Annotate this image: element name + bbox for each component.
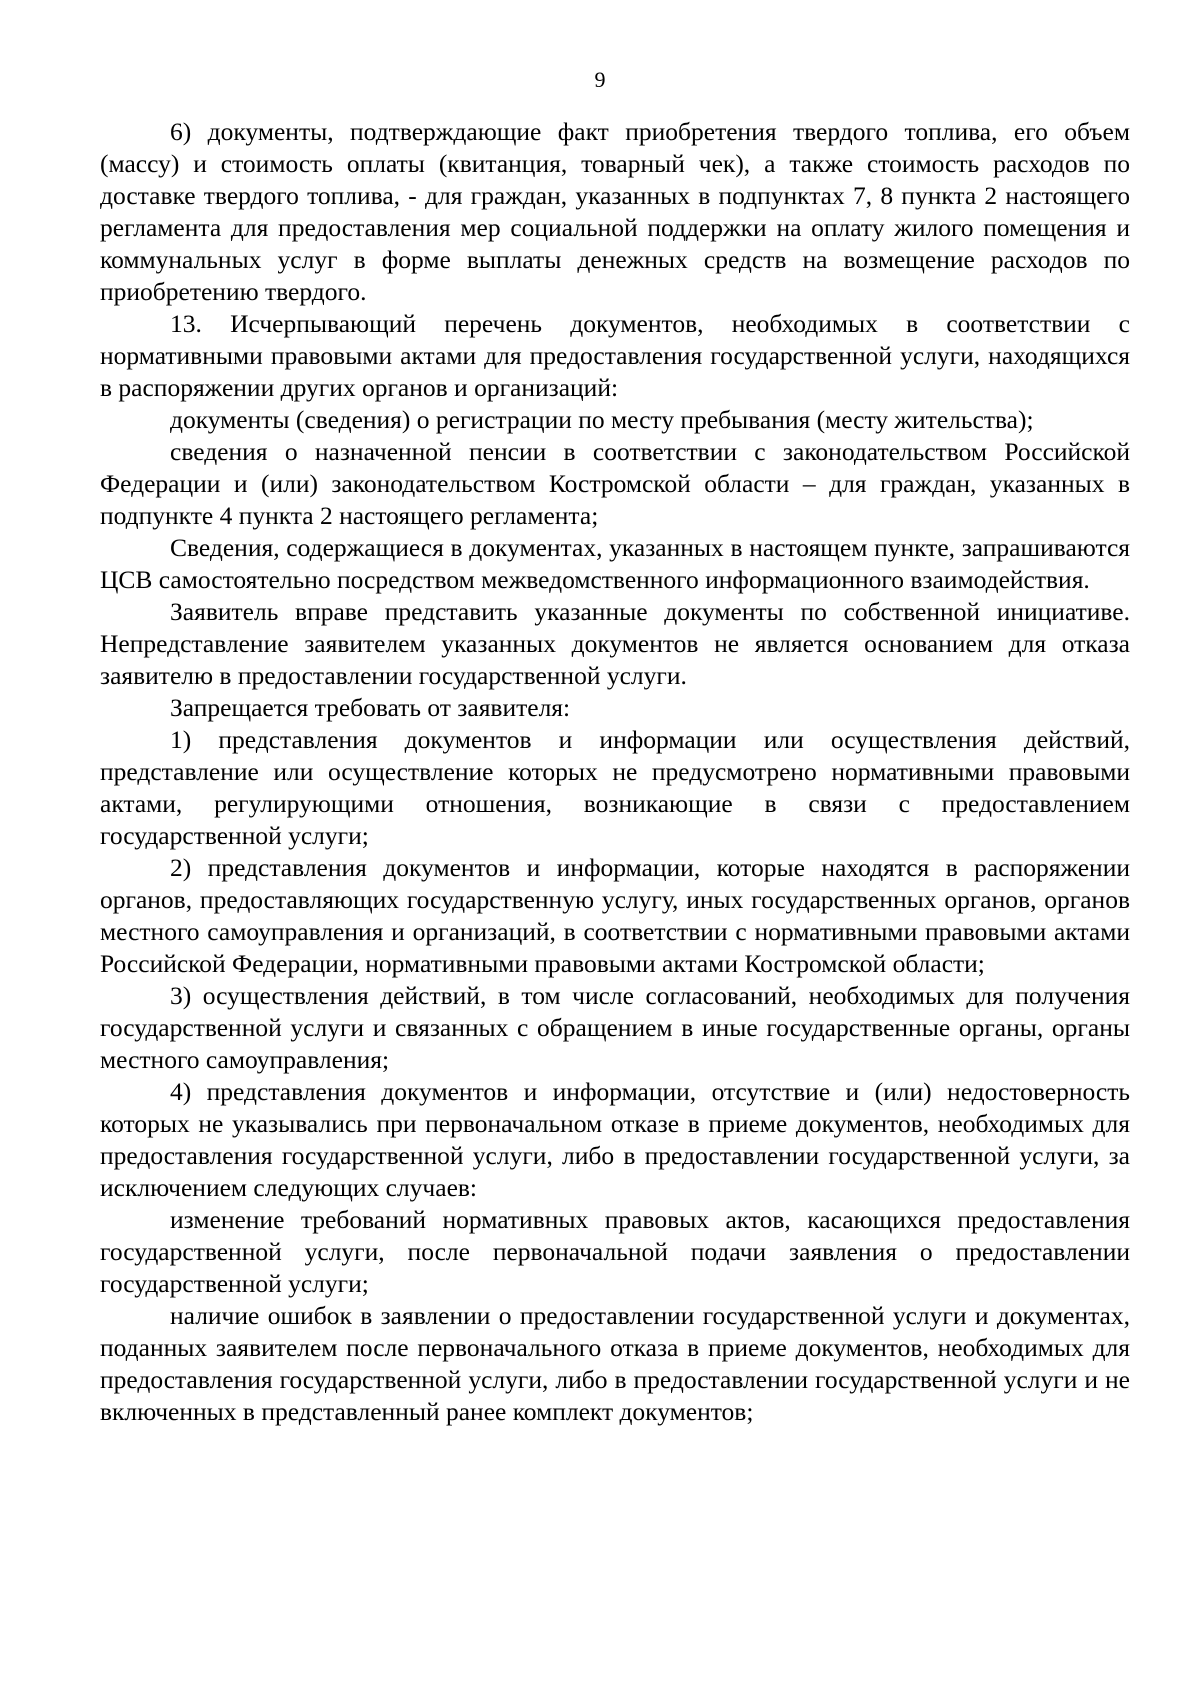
paragraph-item-6-documents: 6) документы, подтверждающие факт приобретения твердого топлива, его объем (массу) и стоимость оплаты (квитанция, товарный чек), а также стоимость расходов по доставке твердого топлива, - для граждан, указанных в подпунктах 7, 8 пункта 2 настоящего регламента для предоставления мер социальной поддержки на оплату жилого помещения и коммунальных услуг в форме выплаты денежных средств на возмещение расходов по приобретению твердого. — [100, 117, 1130, 306]
paragraph-prohibition-2: 2) представления документов и информации, которые находятся в распоряжении органов, предоставляющих государственную услугу, иных государственных органов, органов местного самоуправления и организаций, в соответствии с нормативными правовыми актами Российской Федерации, нормативными правовыми актами Костромской области; — [100, 853, 1130, 978]
paragraph-interagency-request: Сведения, содержащиеся в документах, указанных в настоящем пункте, запрашиваются ЦСВ самостоятельно посредством межведомственного информационного взаимодействия. — [100, 533, 1130, 594]
paragraph-prohibited-requirements: Запрещается требовать от заявителя: — [170, 693, 571, 722]
paragraph-exception-errors: наличие ошибок в заявлении о предоставлении государственной услуги и документах, поданных заявителем после первоначального отказа в приеме документов, необходимых для предоставления государственной услуги, либо в предоставлении государственной услуги и не включенных в представленный ранее комплект документов; — [100, 1301, 1130, 1426]
paragraph-clause-13: 13. Исчерпывающий перечень документов, необходимых в соответствии с нормативными правовыми актами для предоставления государственной услуги, находящихся в распоряжении других органов и организаций: — [100, 309, 1130, 402]
page-number: 9 — [594, 67, 606, 92]
paragraph-prohibition-3: 3) осуществления действий, в том числе согласований, необходимых для получения государственной услуги и связанных с обращением в иные государственные органы, органы местного самоуправления; — [100, 981, 1130, 1074]
document-body — [100, 116, 1130, 1428]
paragraph-prohibition-1: 1) представления документов и информации или осуществления действий, представление или осуществление которых не предусмотрено нормативными правовыми актами, регулирующими отношения, возникающие в связи с предоставлением государственной услуги; — [100, 725, 1130, 850]
paragraph-registration-documents: документы (сведения) о регистрации по месту пребывания (месту жительства); — [170, 405, 1034, 434]
paragraph-pension-information: сведения о назначенной пенсии в соответствии с законодательством Российской Федерации и (или) законодательством Костромской области – для граждан, указанных в подпункте 4 пункта 2 настоящего регламента; — [100, 437, 1130, 530]
paragraph-prohibition-4: 4) представления документов и информации, отсутствие и (или) недостоверность которых не указывались при первоначальном отказе в приеме документов, необходимых для предоставления государственной услуги, либо в предоставлении государственной услуги, за исключением следующих случаев: — [100, 1077, 1130, 1202]
paragraph-exception-regulation-change: изменение требований нормативных правовых актов, касающихся предоставления государственной услуги, после первоначальной подачи заявления о предоставлении государственной услуги; — [100, 1205, 1130, 1298]
paragraph-applicant-right: Заявитель вправе представить указанные документы по собственной инициативе. Непредставление заявителем указанных документов не является основанием для отказа заявителю в предоставлении государственной услуги. — [100, 597, 1130, 690]
